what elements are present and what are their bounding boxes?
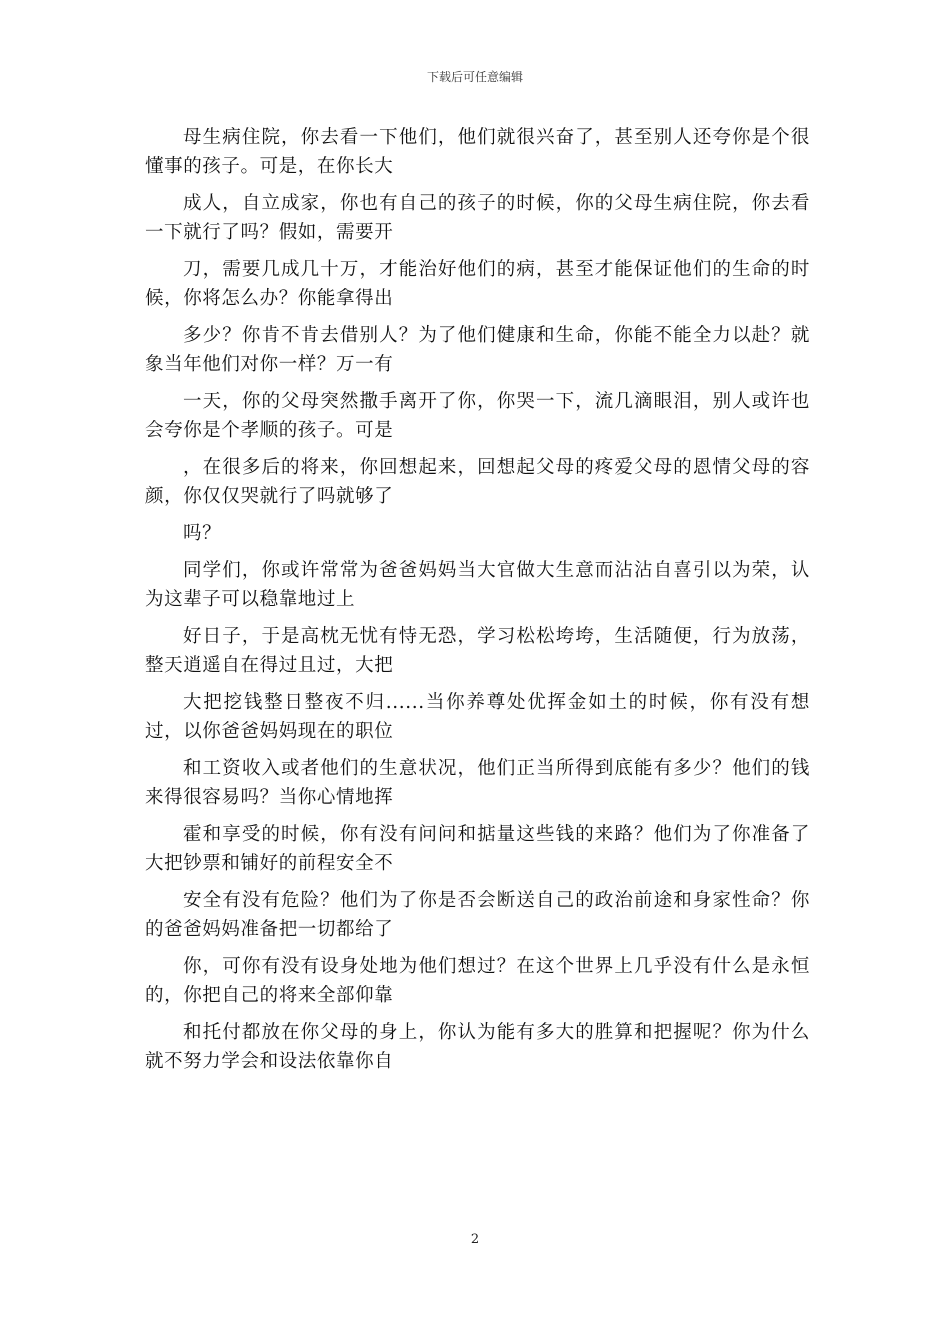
paragraph: 一天，你的父母突然撒手离开了你，你哭一下，流几滴眼泪，别人或许也会夸你是个孝顺的孩子。可是 [145, 391, 810, 441]
paragraph: 和托付都放在你父母的身上，你认为能有多大的胜算和把握呢？你为什么就不努力学会和设法依靠你自 [145, 1022, 810, 1072]
paragraph: 成人，自立成家，你也有自己的孩子的时候，你的父母生病住院，你去看一下就行了吗？假如，需要开 [145, 193, 810, 243]
paragraph: 霍和享受的时候，你有没有问问和掂量这些钱的来路？他们为了你准备了大把钞票和铺好的前程安全不 [145, 824, 810, 874]
paragraph: 和工资收入或者他们的生意状况，他们正当所得到底能有多少？他们的钱来得很容易吗？当你心情地挥 [145, 758, 810, 808]
paragraph: ，在很多后的将来，你回想起来，回想起父母的疼爱父母的恩情父母的容颜，你仅仅哭就行了吗就够了 [145, 457, 810, 507]
paragraph: 母生病住院，你去看一下他们，他们就很兴奋了，甚至别人还夸你是个很懂事的孩子。可是，在你长大 [145, 127, 810, 177]
paragraph: 你，可你有没有设身处地为他们想过？在这个世界上几乎没有什么是永恒的，你把自己的将来全部仰靠 [145, 956, 810, 1006]
paragraph: 多少？你肯不肯去借别人？为了他们健康和生命，你能不能全力以赴？就象当年他们对你一样？万一有 [145, 325, 810, 375]
paragraph: 好日子，于是高枕无忧有恃无恐，学习松松垮垮，生活随便，行为放荡，整天逍遥自在得过且过，大把 [145, 626, 810, 676]
paragraph: 大把挖钱整日整夜不归......当你养尊处优挥金如土的时候，你有没有想过，以你爸爸妈妈现在的职位 [145, 692, 810, 742]
page-number: 2 [470, 1232, 480, 1247]
page-header: 下载后可任意编辑 [426, 70, 523, 84]
document-body [145, 123, 810, 1084]
paragraph: 安全有没有危险？他们为了你是否会断送自己的政治前途和身家性命？你的爸爸妈妈准备把一切都给了 [145, 890, 810, 940]
paragraph: 吗？ [183, 523, 222, 544]
paragraph: 同学们，你或许常常为爸爸妈妈当大官做大生意而沾沾自喜引以为荣，认为这辈子可以稳靠地过上 [145, 560, 810, 610]
paragraph: 刀，需要几成几十万，才能治好他们的病，甚至才能保证他们的生命的时候，你将怎么办？你能拿得出 [145, 259, 810, 309]
